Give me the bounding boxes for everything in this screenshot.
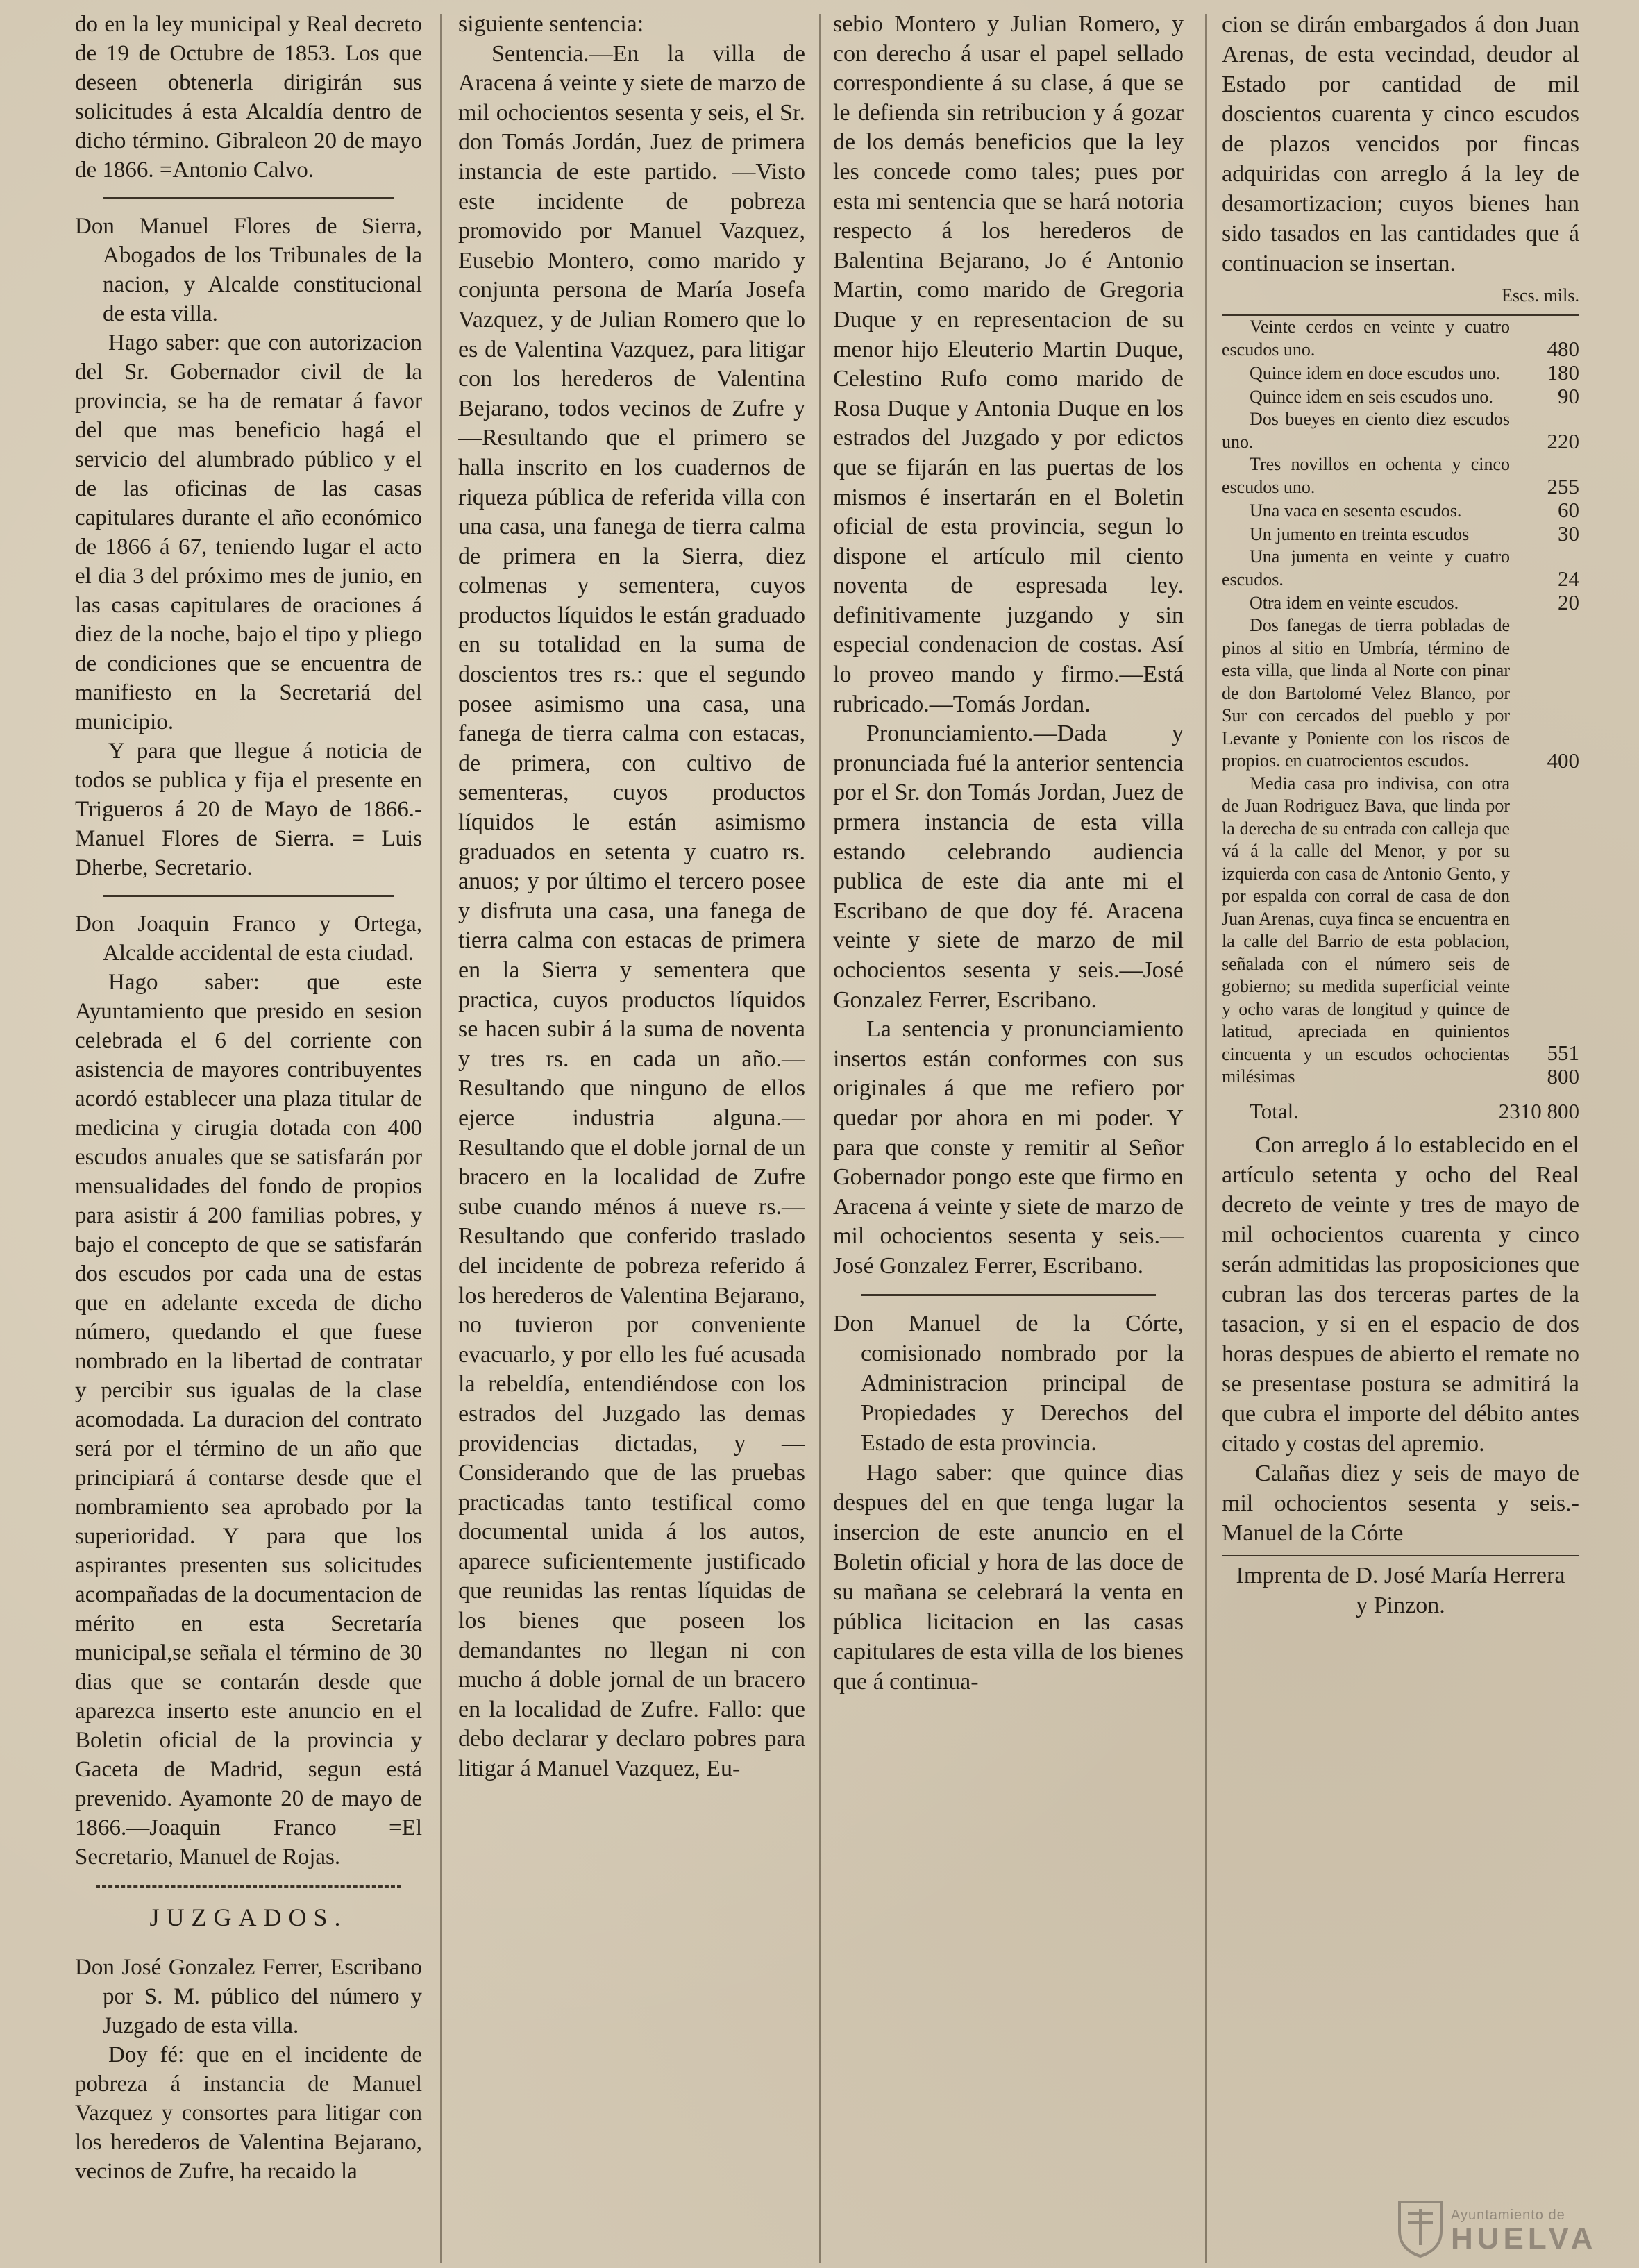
asset-description: Quince idem en seis escudos uno. [1250,386,1493,407]
asset-item [1222,385,1579,408]
conformidad-text: La sentencia y pronunciamiento insertos están conformes con sus originales á que me refiero por quedar por ahora en mi poder. Y para que conste y remitir al Señor Gobernador pongo este que firmo en Aracena á veinte y siete de marzo de mil ochocientos sesenta y seis.—José Gonzalez Ferrer, Escribano. [833,1016,1184,1279]
crest-icon [1397,2199,1444,2258]
watermark-seal [1397,2199,1633,2262]
asset-item [1222,522,1579,546]
asset-description: Dos bueyes en ciento diez escudos uno. [1222,409,1510,452]
total-amount: 2310 800 [1498,1098,1579,1123]
asset-amount: 480 [1547,337,1579,361]
column-rule-3 [1205,14,1207,2263]
asset-description: Veinte cerdos en veinte y cuatro escudos uno. [1222,317,1510,360]
asset-list [1222,316,1579,1089]
asset-item [1222,316,1579,361]
asset-description: Otra idem en veinte escudos. [1250,592,1459,613]
imprint: Imprenta de D. José María Herrera y Pinzon. [1236,1562,1565,1618]
asset-item [1222,453,1579,498]
embargo-intro: cion se dirán embargados á don Juan Arenas, de esta vecindad, deudor al Estado por cantidad de mil doscientos cuarenta y cinco escudos de plazos vencidos por fincas adquiridas con arreglo á la ley de desamortizacion; cuyos bienes han sido tasados en las cantidades que á continuacion se insertan. [1222,12,1579,276]
notice-ayamonte-body: Hago saber: que este Ayuntamiento que presido en sesion celebrada el 6 del corriente con asistencia de mayores contribuyentes acordó establecer una plaza titular de medicina y cirugia dotada con 400 escudos anuales que se satisfarán por mensualidades del fondo de propios para asistir á 200 familias pobres, y bajo el concepto de que se satisfarán dos escudos por cada una de estas que en adelante exceda de dicho número, quedando el que fuese nombrado en la libertad de contratar y percibir sus igualas de la clase acomodada. La duracion del contrato será por el término de un año que principiará á contarse desde que el nombramiento sea aprobado por la superioridad. Y para que los aspirantes presenten sus solicitudes acompañadas de la documentacion de mérito en esta Secretaría municipal,se señala el término de 30 dias que se contarán desde que aparezca inserto este anuncio en el Boletin oficial de la provincia y Gaceta de Madrid, segun está prevenido. Ayamonte 20 de mayo de 1866.—Joaquin Franco =El Secretario, Manuel de Rojas. [75,970,422,1870]
notice-calanas-body: Hago saber: que quince dias despues del en que tenga lugar la insercion de este anuncio en el Boletin oficial y hora de las doce de su mañana se celebrará la venta en pública licitacion en las casas capitulares de esta villa de los bienes que á continua- [833,1459,1184,1695]
asset-description: Media casa pro indivisa, con otra de Juan Rodriguez Bava, que linda por la derecha de su entrada con calleja que vá á la calle del Menor, y por su izquierda con casa de Antonio Gento, y por espalda con corral de casa de don Juan Arenas, cuya finca se encuentra en la calle del Barrio de esta poblacion, señalada con el número seis de gobierno; su medida superficial veinte y ocho varas de longitud y quince de latitud, apreciada en quinientos cincuenta y un escudos ochocientas milésimas [1222,773,1510,1086]
asset-description: Una vaca en sesenta escudos. [1250,500,1462,521]
asset-item [1222,591,1579,614]
watermark-line1: Ayuntamiento de [1451,2208,1565,2223]
asset-amount: 20 [1558,590,1579,614]
notice-trigueros-close: Y para que llegue á noticia de todos se publica y fija el presente en Trigueros á 20 de Mayo de 1866.-Manuel Flores de Sierra. = Luis Dherbe, Secretario. [75,739,422,880]
notice-trigueros-title: Don Manuel Flores de Sierra, Abogados de los Tribunales de la nacion, y Alcalde constitucional de esta villa. [75,214,422,326]
date-signature: Calañas diez y seis de mayo de mil ochocientos sesenta y seis.-Manuel de la Córte [1222,1460,1579,1546]
asset-item [1222,546,1579,591]
column-4 [1222,10,1579,1620]
asset-amount: 90 [1558,384,1579,408]
separator [103,197,394,199]
column-2 [458,10,805,1784]
sentencia-continuation: sebio Montero y Julian Romero, y con derecho á usar el papel sellado correspondiente á su clase, á que se le defienda sin retribucion y á gozar de los demás beneficios que la ley les concede como tales; pues por esta mi sentencia que se hará notoria respecto á los herederos de Balentina Bejarano, Jo é Antonio Martin, como marido de Gregoria Duque y en representacion de su menor hijo Eleuterio Martin Duque, Celestino Rufo como marido de Rosa Duque y Antonia Duque en los estrados del Juzgado y por edictos que se fijarán en las puertas de los mismos é insertarán en el Boletin oficial de esta provincia, segun lo dispone el artículo mil ciento noventa de espresada ley. definitivamente juzgando y sin especial condenacion de costas. Así lo proveo mando y firmo.—Está rubricado.—Tomás Jordan. [833,11,1184,717]
asset-amount: 30 [1558,521,1579,546]
asset-amount: 220 [1547,429,1579,453]
imprint-rule [1222,1555,1579,1556]
column-rule-1 [440,14,442,2263]
asset-amount: 24 [1558,566,1579,591]
asset-description: Una jumenta en veinte y cuatro escudos. [1222,546,1510,589]
asset-amount: 255 [1547,474,1579,498]
notice-ayamonte-title: Don Joaquin Franco y Ortega, Alcalde accidental de esta ciudad. [75,912,422,966]
asset-amount: 60 [1558,498,1579,522]
column-1 [75,10,422,2186]
separator [861,1294,1156,1296]
section-heading-juzgados: JUZGADOS. [149,1904,348,1931]
watermark-line2: HUELVA [1451,2221,1597,2256]
asset-description: Quince idem en doce escudos uno. [1250,362,1501,383]
notice-trigueros-body: Hago saber: que con autorizacion del Sr. Gobernador civil de la provincia, se ha de rematar á favor del que mas beneficio hagá el servicio del alumbrado público y el de las oficinas de las casas capitulares durante el año económico de 1866 á 67, teniendo lugar el acto el dia 3 del próximo mes de junio, en las casas capitulares de oraciones á diez de la noche, bajo el tipo y pliego de condiciones que se encuentra de manifiesto en la Secretariá del municipio. [75,330,422,734]
asset-amount: 180 [1547,360,1579,385]
asset-amount: 551 800 [1547,1040,1579,1089]
notice-calanas-title: Don Manuel de la Córte, comisionado nombrado por la Administracion principal de Propiedades y Derechos del Estado de esta provincia. [833,1310,1184,1456]
asset-description: Dos fanegas de tierra pobladas de pinos al sitio en Umbría, término de esta villa, que linda al Norte con pinar de don Bartolomé Velez Blanco, por Sur con cercados del pueblo y por Levante y Poniente con los riscos de propios. en cuatrocientos escudos. [1222,615,1510,771]
asset-item [1222,614,1579,773]
asset-amount: 400 [1547,748,1579,773]
separator [96,1885,401,1888]
asset-description: Tres novillos en ochenta y cinco escudos uno. [1222,454,1510,497]
separator [103,895,394,897]
sentencia-text: Sentencia.—En la villa de Aracena á veinte y siete de marzo de mil ochocientos sesenta y seis, el Sr. don Tomás Jordán, Juez de primera instancia de este partido. —Visto este incidente de pobreza promovido por Manuel Vazquez, Eusebio Montero, como marido y conjunta persona de María Josefa Vazquez, y de Julian Romero que lo es de Valentina Vazquez, para litigar con los herederos de Valentina Bejarano, todos vecinos de Zufre y—Resultando que el primero se halla inscrito en los cuadernos de riqueza pública de referida villa con una casa, una fanega de tierra calma de primera en la Sierra, diez colmenas y sementera, cuyos productos líquidos le están graduado en su totalidad en la suma de doscientos tres rs.: que el segundo posee asimismo una casa, una fanega de tierra calma con estacas, de primera, con cultivo de sementeras, cuyos productos líquidos le están asimismo graduados en setenta y cuatro rs. anuos; y por último el tercero posee y disfruta una casa, una fanega de tierra calma con estacas de primera en la Sierra y sementera que practica, cuyos productos líquidos se hacen subir á la suma de noventa y tres rs. en cada un año.—Resultando que ninguno de ellos ejerce industria alguna.—Resultando que el doble jornal de un bracero en la localidad de Zufre sube cuando ménos á nueve rs.—Resultando que conferido traslado del incidente de pobreza referido á los herederos de Valentina Bejarano, no tuvieron por conveniente evacuarlo, y por ello les fué acusada la rebeldía, entendiéndose con los estrados del Juzgado las demas providencias dictadas, y —Considerando que de las pruebas practicadas tanto testifical como documental unida á los autos, aparece suficientemente justificado que reunidas las rentas líquidas de los bienes que poseen los demandantes no llegan ni con mucho á doble jornal de un bracero en la localidad de Zufre. Fallo: que debo declarar y declaro pobres para litigar á Manuel Vazquez, Eu- [458,40,805,1782]
conditions-text: Con arreglo á lo establecido en el artículo setenta y ocho del Real decreto de veinte y tres de mayo de mil ochocientos cuarenta y cinco serán admitidas las proposiciones que cubran las dos terceras partes de la tasacion, y si en el espacio de dos horas despues de abierto el remate no se presentase postura se admitirá la que cubra el importe del débito antes citado y costas del apremio. [1222,1132,1579,1456]
total-row [1222,1097,1579,1126]
total-label: Total. [1250,1098,1300,1123]
notice-juzgado-title: Don José Gonzalez Ferrer, Escribano por S. M. público del número y Juzgado de esta villa. [75,1955,422,2038]
asset-item [1222,408,1579,453]
sentencia-intro: siguiente sentencia: [458,11,644,37]
pronunciamiento-text: Pronunciamiento.—Dada y pronunciada fué la anterior sentencia por el Sr. don Tomás Jordan, Juez de prmera instancia de esta villa estando celebrando audiencia publica de este dia ante mi el Escribano de que doy fé. Aracena veinte y siete de marzo de mil ochocientos sesenta y seis.—José Gonzalez Ferrer, Escribano. [833,721,1184,1013]
table-header: Escs. mils. [1502,285,1579,305]
column-rule-2 [819,14,821,2263]
column-3 [833,10,1184,1697]
asset-item [1222,498,1579,522]
notice-gibraleon-end: do en la ley municipal y Real decreto de 19 de Octubre de 1853. Los que deseen obtenerla dirigirán sus solicitudes á esta Alcaldía dentro de dicho término. Gibraleon 20 de mayo de 1866. =Antonio Calvo. [75,12,422,183]
asset-item [1222,773,1579,1089]
asset-description: Un jumento en treinta escudos [1250,523,1470,544]
notice-juzgado-body: Doy fé: que en el incidente de pobreza á instancia de Manuel Vazquez y consortes para litigar con los herederos de Valentina Bejarano, vecinos de Zufre, ha recaido la [75,2042,422,2184]
asset-item [1222,361,1579,385]
